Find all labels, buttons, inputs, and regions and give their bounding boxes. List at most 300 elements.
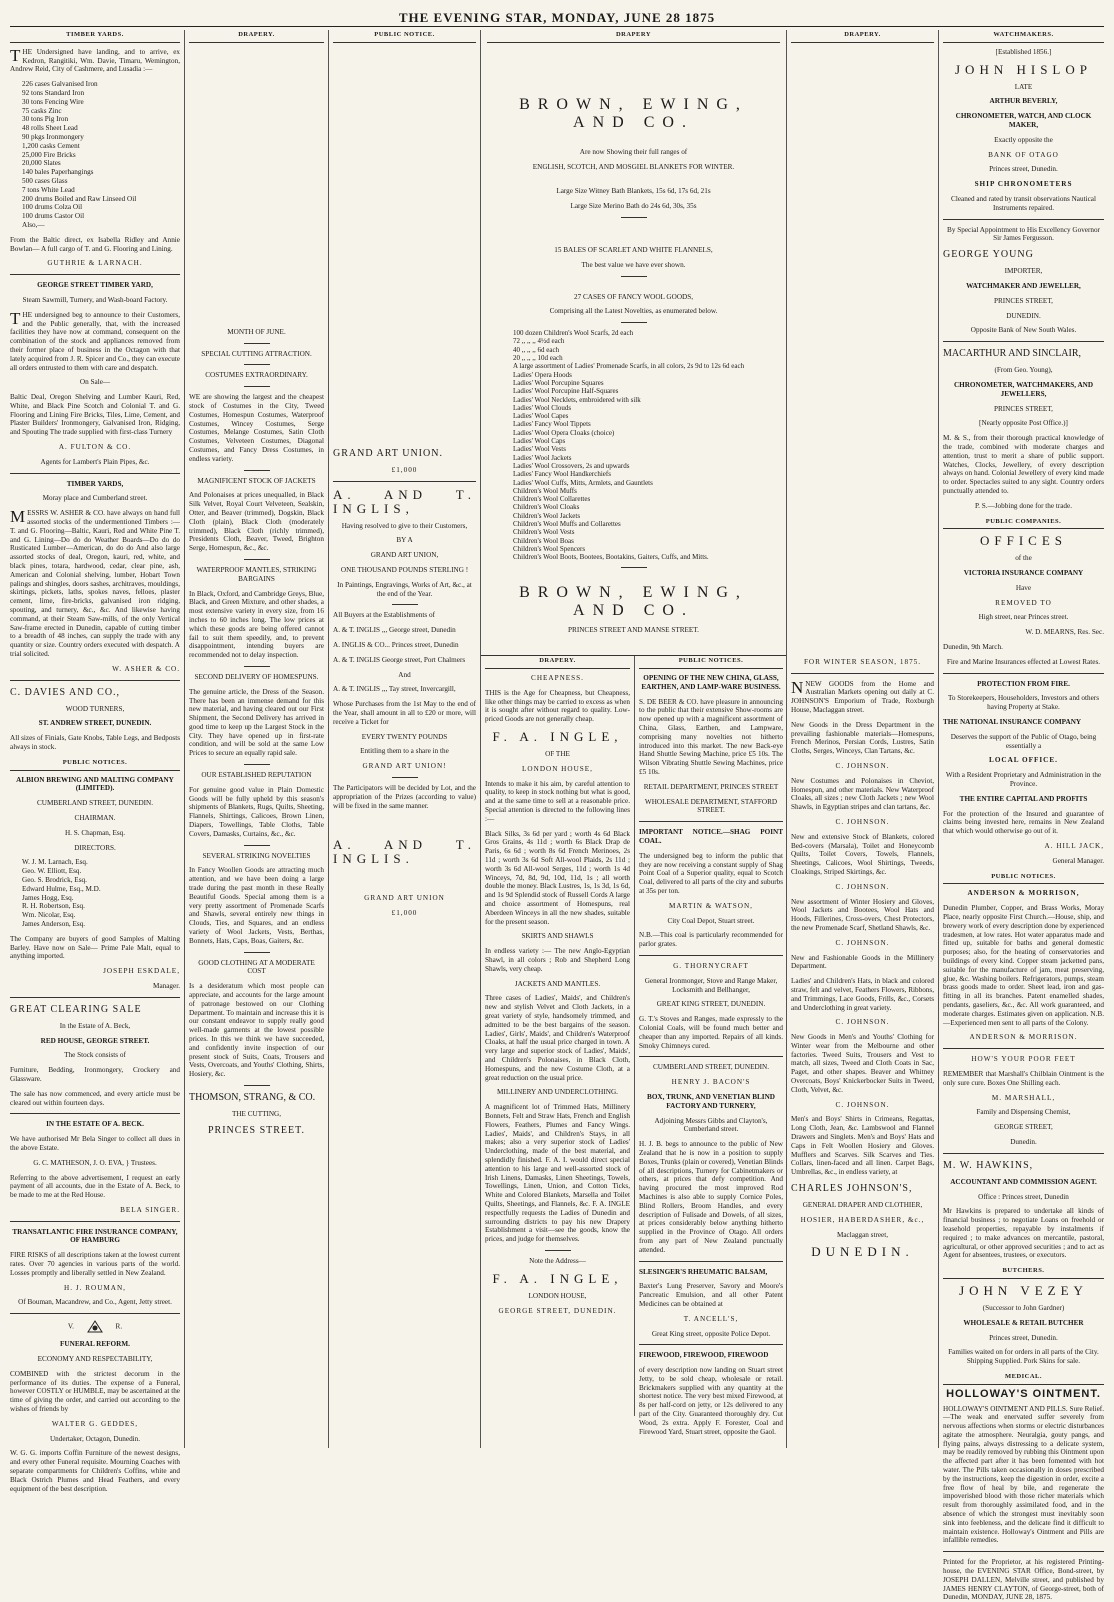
brown-ewing-title-2: BROWN, EWING, AND CO. (519, 584, 748, 620)
inglis-title-2: A. AND T. INGLIS. (333, 837, 476, 867)
wool-goods-item: 20 ,, ,, ,, 10d each (513, 354, 563, 363)
divider (943, 673, 1104, 674)
divider (244, 343, 270, 344)
moray-title: TIMBER YARDS, (66, 479, 124, 488)
funeral-body2: W. G. G. imports Coffin Furniture of the newest designs, and every other Funeral requisite. Mourning Coaches with separate compartments for Children's Coffins, white and Black Ostrich Plumes and Head Feathers, and every equipment of the best description. (10, 1449, 180, 1493)
bacon-sub: BOX, TRUNK, AND VENETIAN BLIND FACTORY AND TURNERY, (647, 1092, 775, 1110)
ancell-title: T. ANCELL'S, (683, 1314, 739, 1323)
fa-street: GEORGE STREET, DUNEDIN. (498, 1306, 617, 1315)
brown-blankets: ENGLISH, SCOTCH, AND MOSGIEL BLANKETS FOR WINTER. (532, 162, 735, 171)
inglis-all: All Buyers at the Establishments of (333, 611, 436, 620)
johnson-p7: Ladies' and Children's Hats, in black and colored straw, felt and velvet, Feathers Flowers, Ribbons, and Trimmings, Lace Goods, Frills, &c., Corsets and Underclothing in great variety. (791, 977, 934, 1012)
albion-director: James Anderson, Esq. (22, 919, 86, 928)
london-house-2: LONDON HOUSE, (528, 1291, 587, 1300)
wool-goods-item: Children's Wool Boas (513, 536, 574, 545)
second-title: SECOND DELIVERY OF HOMESPUNS. (194, 672, 319, 681)
wool-goods-item: Children's Wool Boots, Bootees, Bootakins, Gaiters, Cuffs, and Mitts. (513, 553, 709, 562)
guthrie-item: 7 tons White Lead (22, 185, 75, 194)
column-fa-ingle (481, 656, 634, 1416)
clearing-stock: The Stock consists of (64, 1051, 126, 1060)
guthrie-item: 100 drums Colza Oil (22, 203, 83, 212)
hislop-princes: Princes street, Dunedin. (989, 165, 1058, 174)
spacer (189, 48, 324, 328)
johnson-p9: Men's and Boys' Shirts in Crimeans, Regattas, Long Cloth, Jean, &c. Lambswool and Flannel Drawers and Singlets. Men's and Boys' Hats and Caps in Felt Woollen Hosiery and Gloves. Mufflers and Scarves. Silk Scarves and Ties. Collars, linen-faced and all linen. Carpet Bags, Umbrellas, &c., in endless variety, at (791, 1115, 934, 1177)
estate-trustees: G. C. MATHESON, J. O. EVA, } Trustees. (33, 1158, 157, 1167)
victoria-offices: OFFICES (979, 533, 1068, 549)
month-title: MONTH OF JUNE. (227, 327, 286, 336)
vezey-street: Princes street, Dunedin. (989, 1333, 1058, 1342)
divider (639, 1344, 783, 1345)
estate-body: We have authorised Mr Bela Singer to collect all dues in the above Estate. (10, 1135, 180, 1152)
hislop-bank: BANK OF OTAGO (988, 150, 1059, 159)
albion-role: Manager. (153, 981, 180, 990)
jackets-mantles-title: JACKETS AND MANTLES. (514, 979, 601, 988)
inglis-resolved: Having resolved to give to their Customers, (341, 521, 468, 530)
hawkins-title: M. W. HAWKINS, (943, 1159, 1034, 1171)
divider (244, 559, 270, 560)
geddes-role: Undertaker, Octagon, Dunedin. (49, 1434, 141, 1443)
inglis-whose: Whose Purchases from the 1st May to the end of the Year, shall amount in all to £20 or more, will receive a Ticket for (333, 700, 476, 726)
firewood-title: FIREWOOD, FIREWOOD, FIREWOOD (639, 1351, 769, 1360)
thornycraft-body: G. T.'s Stoves and Ranges, made expressly to the Colonial Coals, will be found much better and cheaper than any imported. Repairs of all kinds. Smoky Chimneys cured. (639, 1015, 783, 1050)
divider (244, 470, 270, 471)
divider (392, 777, 418, 778)
shag-body: The undersigned beg to inform the public that they are now receiving a constant supply of Shag Point Coal of a Superior quality, equal to Scotch Coal, delivered to all parts of the city and suburbs at 35s per ton. (639, 851, 783, 896)
hawkins-accountant: ACCOUNTANT AND COMMISSION AGENT. (950, 1177, 1097, 1186)
national-deserves: Deserves the support of the Public of Otago, being essentially a (950, 732, 1097, 750)
geddes-signature: WALTER G. GEDDES, (51, 1419, 139, 1428)
brown-cases: 27 CASES OF FANCY WOOL GOODS, (573, 292, 693, 301)
spacer (487, 641, 780, 655)
inglis-est2: A. INGLIS & CO... Princes street, Dunedin (333, 640, 459, 649)
albion-director: Edward Hulme, Esq., M.D. (22, 884, 101, 893)
spacer (487, 48, 780, 96)
anderson-body: Dunedin Plumber, Copper, and Brass Works, Moray Place, nearly opposite First Church.—House, ship, and brewery work of every description done by experienced tradesmen, at low rates. Hot water apparatus made and fitted up, suitable for baths and general domestic purposes; also, for the heating of conservatories and buildings of every kind. Copper steam jacketted pans, suitable for the manufacture of jam, meat preserving, glue, &c. Washing boilers. Refrigerators, pumps, steam brass goods made to order. Sheet lead, iron and gas-fitting in all its branches. Patent enamelled shades, pendants, gaseliers, &c., &c. All work guaranteed, and moderate charges. Estimates given on application. N.B.—Experienced men sent to all parts of the Colony. (943, 904, 1104, 1027)
thornycraft-addr: GREAT KING STREET, DUNEDIN. (656, 1000, 766, 1009)
art-union-title-2: GRAND ART UNION (364, 894, 445, 903)
drop-cap: M (10, 507, 26, 527)
victoria-of-the: of the (1015, 554, 1032, 563)
hislop-beverly: ARTHUR BEVERLY, (989, 97, 1058, 106)
wool-goods-item: Children's Wool Muffs (513, 486, 577, 495)
marshall-signature: M. MARSHALL, (991, 1093, 1056, 1102)
imprint: Printed for the Proprietor, at his registered Printing-house, the EVENING STAR Office, Bond-street, by JOSEPH DALLEN, Melville street, and published by JAMES HENRY CLAYTON, of George-street, both of Dunedin, MONDAY, JUNE 28, 1875. (943, 1558, 1104, 1602)
mac-role: CHRONOMETER, WATCHMAKERS, AND JEWELLERS, (953, 380, 1094, 398)
masthead-rule (10, 26, 1104, 27)
divider (244, 386, 270, 387)
special-title: SPECIAL CUTTING ATTRACTION. (201, 349, 312, 358)
inglis-entitling: Entitling them to a share in the (360, 747, 449, 756)
wool-goods-item: Children's Wool Jackets (513, 511, 581, 520)
wool-goods-item: Ladies' Wool Opera Cloaks (choice) (513, 428, 615, 437)
novelties-title: SEVERAL STRIKING NOVELTIES (202, 851, 311, 860)
lower-split (481, 655, 786, 1436)
china-body: S. DE BEER & CO. have pleasure in announcing to the public that their extensive Show-rooms are now opened up with a magnificent assortment of China, Glass, Earthen, and Lampware, comprising many novelties not hitherto introduced into this market. The new Back-eye Hand Shuttle Sewing Machine, price £5 10s. The Wilson Vibrating Shuttle Sewing Machines, price £5 10s. (639, 697, 783, 777)
shag-nb: N.B.—This coal is particularly recommended for parlor grates. (639, 931, 783, 949)
estate-body2: Referring to the above advertisement, I request an early payment of all accounts, due in the Estate of A. Beck, to be made to me at the Red House. (10, 1173, 180, 1200)
jackets-title: MAGNIFICENT STOCK OF JACKETS (197, 476, 316, 485)
vezey-succ: (Successor to John Gardner) (982, 1303, 1065, 1312)
column-heading: DRAPERY (487, 30, 780, 43)
mac-street: PRINCES STREET, (994, 404, 1053, 413)
thomson-title: THOMSON, STRANG, & CO. (189, 1091, 316, 1103)
spacer (487, 224, 780, 246)
china-wholesale: WHOLESALE DEPARTMENT, STAFFORD STREET. (644, 797, 778, 815)
brown-best: The best value we have ever shown. (581, 260, 686, 269)
transatlantic-body: FIRE RISKS of all descriptions taken at the lowest current rates. Over 70 agencies in various parts of the world. Losses promptly and liberally settled in New Zealand. (10, 1251, 180, 1277)
albion-director: Geo. W. Elliott, Esq. (22, 867, 82, 876)
firewood-body: of every description now landing on Stuart street Jetty, to be sold cheap, wholesale or retail. Brickmakers supplied with any quantity at the shortest notice. The very best mixed Firewood, at 8s per half-cord on jetty, or 12s delivered to any part of the City. Guaranteed thoroughly dry. Cut Wood, 2s extra. Apply F. Forester, Coal and Firewood Yard, Stuart street, opposite the Gaol. (639, 1366, 783, 1436)
column-public-notices (634, 656, 787, 1436)
funeral-title: FUNERAL REFORM. (60, 1340, 130, 1349)
royal-arms (10, 1320, 180, 1334)
protection-title: PROTECTION FROM FIRE. (977, 679, 1070, 688)
fulton-agents: Agents for Lambert's Plain Pipes, &c. (40, 457, 150, 466)
johnson-sign-3: C. JOHNSON. (835, 882, 890, 891)
column-heading: PUBLIC NOTICE. (333, 30, 476, 43)
clearing-title: GREAT CLEARING SALE (10, 1003, 142, 1015)
guthrie-item: 90 pkgs Ironmongery (22, 132, 84, 141)
george-st-sale: Baltic Deal, Oregon Shelving and Lumber Kauri, Red, White, and Black Pine Scotch and Colonial T. and G. Flooring and Lining Fire Bricks, Tiles, Lime, Cement, and Plaster Builders' Ironmongery, Galvanised Iron, Ridging, and Spouting The trade supplied with first-class Turnery (10, 393, 180, 437)
wool-goods-item: 100 dozen Children's Wool Scarfs, 2d each (513, 329, 634, 338)
guthrie-item: 1,200 casks Cement (22, 141, 80, 150)
victoria-have: Have (1015, 583, 1032, 592)
young-watchmaker: WATCHMAKER AND JEWELLER, (966, 281, 1081, 290)
vr-v: V. (67, 1322, 74, 1331)
johnson-p5: New assortment of Winter Hosiery and Gloves, Wool Jackets and Bootees, Wool Hats and Hoods, Fillerines, Cross-overs, Chest Protectors, the new Promenade Scarf, Shetland Shawls, &c. (791, 897, 934, 932)
vezey-body: Families waited on for orders in all parts of the City. Shipping Supplied. Pork Skins for sale. (948, 1348, 1099, 1366)
divider (244, 952, 270, 953)
charles-town: DUNEDIN. (811, 1244, 914, 1260)
costumes-body: WE are showing the largest and the cheapest stock of Costumes in the City, Tweed Costumes, Homespun Costumes, Waterproof Costumes, Wincey Costumes, Serge Costumes, Melange Costumes, Satin Cloth Costumes, Velveteen Costumes, Diagonal Costumes, and Fancy Dress Costumes, in endless variety. (189, 393, 324, 463)
victoria-mearns: W. D. MEARNS, Res. Sec. (1025, 628, 1104, 637)
divider (943, 1048, 1104, 1049)
second-body: The genuine article, the Dress of the Season. There has been an immense demand for this new material, and having cleared out our First Shipment, the Second Delivery has arrived in good time to keep up the Largest Stock in the City. They have opened up in first-rate condition, and will be sold at the same Low Prices to secure an equally rapid sale. (189, 687, 324, 758)
inglis-by-a: BY A (396, 536, 413, 545)
vezey-title: JOHN VEZEY (959, 1282, 1088, 1298)
asher-signature: W. ASHER & CO. (112, 664, 180, 673)
guthrie-item: 100 drums Castor Oil (22, 212, 85, 221)
clearing-items: Furniture, Bedding, Ironmongery, Crockery and Glassware. (10, 1066, 180, 1083)
drop-cap: T (10, 45, 21, 65)
spacer (333, 872, 476, 894)
guthrie-item: 30 tons Pig Iron (22, 115, 69, 124)
thornycraft-title: G. THORNYCRAFT (673, 962, 749, 970)
hislop-est: [Established 1856.] (995, 47, 1052, 56)
spacer (333, 48, 476, 448)
johnson-sign-2: C. JOHNSON. (835, 817, 890, 826)
hawkins-office: Office : Princes street, Dunedin (978, 1192, 1069, 1201)
guthrie-item: 140 bales Paperhangings (22, 168, 94, 177)
inglis-and: And (398, 670, 411, 679)
brown-ewing-title: BROWN, EWING, AND CO. (519, 95, 748, 131)
mantles-body: In Black, Oxford, and Cambridge Greys, Blue, Black, and Green Mixture, and other shades, a most extensive variety in every size, from 16 inches to 60 inches long. The low prices at which these goods are being offered cannot fail to suit them speedily, and, to prevent disappointment, intending buyers are recommended not to delay inspection. (189, 589, 324, 660)
column-drapery-thomson (184, 30, 328, 1448)
section-heading: PUBLIC NOTICES. (943, 872, 1104, 885)
johnson-p4: New and extensive Stock of Blankets, colored Bed-covers (Marsala), Toilet and Honeycomb Quilts, Toilet Covers, Towels, Flannels, Sheetings, Calicoes, Wool Shirtings, Tweeds, Cloakings, Striped Skirtings, &c. (791, 832, 934, 876)
brown-witney: Large Size Witney Bath Blankets, 15s 6d, 17s 6d, 21s (556, 187, 711, 196)
novelties-body: In Fancy Woollen Goods are attracting much attention, and we have been doing a large trade during the past month in these Really Beautiful Goods. Special among them is a very pretty assortment of Promenade Scarfs and Shawls, several entirely new things in Clouds, Ties, and Squares, and an endless variety of Wool Jackets, Vests, Berthas, Bonnets, Hats, Caps, Boas, Gaiters, &c. (189, 866, 324, 945)
hislop-chrono: CHRONOMETER, WATCH, AND CLOCK MAKER, (955, 112, 1092, 129)
rouman-role: Of Bouman, Macandrew, and Co., Agent, Jetty street. (18, 1298, 172, 1307)
brown-merino: Large Size Merino Bath do 24s 6d, 30s, 35s (570, 202, 697, 211)
divider (621, 276, 647, 277)
martin-signature: MARTIN & WATSON, (669, 901, 753, 910)
mac-opp: [Nearly opposite Post Office.)] (979, 419, 1068, 428)
slesinger-body: Baxter's Lung Preserver, Savory and Moore's Pancreatic Emulsion, and all other Patent Medicines can be obtained at (639, 1282, 783, 1308)
guthrie-items (10, 80, 180, 230)
inglis-thousand: ONE THOUSAND POUNDS STERLING ! (340, 565, 469, 574)
inglis-gau: GRAND ART UNION, (370, 551, 439, 560)
charles-hosier: HOSIER, HABERDASHER, &c., (800, 1215, 925, 1224)
wool-goods-item: Ladies' Wool Clouds (513, 403, 572, 412)
millinery-body: A magnificent lot of Trimmed Hats, Millinery Bonnets, Felt and Straw Hats, French and English Flowers, Feathers, Plumes and Fancy Wings. Ladies', Maids', and Children's Stays, in all makes; also a very superior stock of Ladies' Underclothing, made of the best material, and splendidly finished. F. A. I. would direct special attention to his large and well-assorted stock of Irish Linens, Damasks, Linen Sheetings, Towels, Towellings, Linen, Union, and Cotton Ticks, White and Colored Blankets, Marsella and Toilet Quilts, Sheetings, and Flannels, &c. F. A. INGLE respectfully requests the Ladies of Dunedin and surrounding districts to pay his new Drapery Establishment a visit—see the goods, know the prices, and judge for themselves. (485, 1103, 630, 1244)
charles-role: GENERAL DRAPER AND CLOTHIER, (802, 1201, 923, 1210)
wool-goods-item: Ladies' Fancy Wool Handkerchiefs (513, 470, 611, 479)
albion-director: James Hogg, Esq. (22, 893, 74, 902)
wool-goods-item: Ladies' Wool Porcupine Half-Squares (513, 387, 619, 396)
albion-chair-label: CHAIRMAN. (74, 813, 116, 822)
moray-sub: Moray place and Cumberland street. (42, 494, 148, 503)
divider (545, 1250, 571, 1251)
clearing-body: The sale has now commenced, and every article must be cleared out within fourteen days. (10, 1089, 180, 1107)
divider (943, 219, 1104, 220)
fa-of-the: OF THE (545, 750, 570, 759)
george-st-body: THE undersigned beg to announce to their Customers, and the Public generally, that, with the increased facilities they have now at command, consequent on the combination of the stock and appliances removed from their former place of business in the Octagon with that lately acquired from J. R. Spicer and Co., they can execute all orders entrusted to them with care and despatch. (10, 308, 180, 372)
wool-goods-item: Children's Wool Spencers (513, 544, 586, 553)
young-town: DUNEDIN. (1006, 311, 1041, 320)
section-heading: PUBLIC NOTICES. (10, 758, 180, 771)
johnson-p3: New Costumes and Polonaises in Cheviot, Homespun, and other materials. New Waterproof Cloaks, all sizes ; new Cloth Jackets ; new Wool Shawls, in Egyptian stripes and clan tartans, &c. (791, 776, 934, 812)
section-heading: MEDICAL. (943, 1372, 1104, 1385)
davies-addr: ST. ANDREW STREET, DUNEDIN. (38, 719, 152, 728)
jack-signature: A. HILL JACK, (1044, 842, 1104, 851)
divider (621, 567, 647, 568)
wool-goods-item: Ladies' Wool Porcupine Squares (513, 378, 604, 387)
guthrie-item: 25,000 Fire Bricks (22, 150, 76, 159)
fulton-signature: A. FULTON & CO. (58, 443, 132, 452)
transatlantic-title: TRANSATLANTIC FIRE INSURANCE COMPANY, OF HAMBURG (12, 1227, 178, 1245)
ancell-addr: Great King street, opposite Police Depot. (651, 1329, 771, 1338)
inglis-every: EVERY TWENTY POUNDS (361, 732, 448, 741)
divider (333, 481, 476, 482)
divider (639, 1056, 783, 1057)
jack-role: General Manager. (1052, 856, 1104, 865)
wool-goods-item: Ladies' Wool Capes (513, 412, 569, 421)
clothing-body: Is a desideratum which most people can appreciate, and accounts for the large amount of patronage bestowed on our Clothing Department. To maintain and increase this it is our constant endeavor to supply really good well-made garments at the lowest possible prices. In this we think we have succeeded, and confidently invite inspection of our present stock of Suits, Coats, Trousers and Vests, Overcoats, and Youths' Clothing, Shirts, Hosiery, &c. (189, 982, 324, 1079)
spacer (487, 283, 780, 293)
albion-director: Geo. S. Brodrick, Esq. (22, 875, 87, 884)
divider (10, 1313, 180, 1314)
divider (943, 341, 1104, 342)
wool-goods-item: Ladies' Wool Caps (513, 437, 566, 446)
martin-addr: City Coal Depot, Stuart street. (667, 916, 755, 925)
art-union-amount-2: £1,000 (391, 909, 418, 918)
mantles-title: WATERPROOF MANTLES, STRIKING BARGAINS (196, 565, 317, 583)
spacer (333, 816, 476, 838)
clearing-sub: In the Estate of A. Beck, (59, 1021, 131, 1030)
young-special: By Special Appointment to His Excellency Governor Sir James Fergusson. (947, 225, 1100, 243)
victoria-date: Dunedin, 9th March. (943, 643, 1003, 652)
inglis-paintings: In Paintings, Engravings, Works of Art, &c., at the end of the Year. (337, 580, 472, 598)
fa-note: Note the Address— (529, 1256, 586, 1265)
inglis-title: A. AND T. INGLIS, (333, 486, 476, 516)
guthrie-item: 75 casks Zinc (22, 106, 62, 115)
hislop-title: JOHN HISLOP (955, 61, 1092, 77)
estate-title: IN THE ESTATE OF A. BECK. (46, 1120, 144, 1129)
fa-intends: Intends to make it his aim, by careful attention to quality, to keep in stock nothing but what is good, and at the same time to sell at a reasonable price. Special attention is directed to the following lines :— (485, 779, 630, 823)
guthrie-intro: THE Undersigned have landing, and to arrive, ex Kedron, Rangitiki, Wm. Davie, Timaru, Wemington, Andrew Reid, City of Cashmere, and Lusadia :— (10, 45, 180, 74)
costumes-title: COSTUMES EXTRAORDINARY. (205, 371, 308, 380)
reputation-title: OUR ESTABLISHED REPUTATION (201, 771, 312, 780)
davies-title: C. DAVIES AND CO., (10, 686, 121, 698)
masthead: THE EVENING STAR, MONDAY, JUNE 28 1875 (398, 10, 716, 25)
wool-goods-item: Ladies' Wool Cuffs, Mitts, Armlets, and Gauntlets (513, 478, 653, 487)
anderson-title: ANDERSON & MORRISON, (967, 889, 1080, 898)
column-timber-yards (6, 30, 184, 1493)
rouman-signature: H. J. ROUMAN, (64, 1283, 126, 1292)
albion-body: The Company are buyers of good Samples of Malting Barley. Have now on Sale— Prime Pale Malt, equal to anything imported. (10, 934, 180, 961)
wool-goods-item: Ladies' Fancy Wool Tippets (513, 420, 591, 429)
cheapness-body: THIS is the Age for Cheapness, but Cheapness, like other things may be carried to excess as when it is sought after without regard to quality. Low-priced Goods are not generally cheap. (485, 688, 630, 724)
guthrie-item: Also,— (22, 220, 45, 229)
albion-addr: CUMBERLAND STREET, DUNEDIN. (36, 799, 154, 808)
johnson-sign-5: C. JOHNSON. (835, 1018, 890, 1027)
wool-goods-item: 72 ,, ,, ,, 4½d each (513, 337, 565, 346)
divider (244, 666, 270, 667)
divider (621, 322, 647, 323)
wool-goods-item: 40 ,, ,, ,, 6d each (513, 345, 560, 354)
millinery-title: MILLINERY AND UNDERCLOTHING. (497, 1088, 618, 1097)
guthrie-item: 500 cases Glass (22, 176, 68, 185)
column-brown-ewing (480, 30, 786, 1448)
charles-johnson-title: CHARLES JOHNSON'S, (791, 1183, 913, 1195)
divider (244, 1085, 270, 1086)
moray-body: MESSRS W. ASHER & CO. have always on hand full assorted stocks of the undermentioned Timbers :— T. and G. Flooring—Baltic, Kauri, Red and White Pine T. and G. Lining—Do do do Weather Boards—Do do do Rusticated Lumber—American, do do do And also large assorted stocks of deal, Oregon, kauri, red, white, and black pines, totara, hardwood, cedar, clear pine, ash, American and Colonial shelving, lumber, Hobart Town palings and shingles, doors sashes, architraves, mouldings, skirtings, pickets, laths, spokes naves, felloes, plaster cement, lime, fire-bricks, galvanised iron ridging, spouting, and turnery, &c., &c. And likewise having command, at their Steam Saw-mills, of the only Vertical Saw-frame erected in Dunedin, capable of cutting timber to a breadth of 48 inches, can supply the trade with any quantity or size. Country orders executed with despatch. A trial solicited. (10, 507, 180, 659)
clearing-addr: RED HOUSE, GEORGE STREET. (40, 1036, 150, 1045)
cheapness-title: CHEAPNESS. (531, 674, 584, 683)
young-opp: Opposite Bank of New South Wales. (970, 326, 1077, 335)
hislop-exactly: Exactly opposite the (994, 135, 1053, 144)
davies-sub: WOOD TURNERS, (65, 704, 125, 713)
divider (639, 821, 783, 822)
inglis-gau2: GRAND ART UNION! (362, 762, 447, 771)
holloway-body: HOLLOWAY'S OINTMENT AND PILLS. Sure Relief.—The weak and enervated suffer severely from nervous affections when storms or electric disturbances agitate the atmosphere. Neuralgia, gouty pangs, and flying pains, always distressing to a delicate system, may be readily removed by rubbing this Ointment upon the affected part after it has been fomented with hot water. The Pills taken occasionally in doses prescribed by the instructions, keep the digestion in order, excite a free flow of heal by bile, and regenerate the impoverished blood with those richer materials which result from thoroughly assimilated food, and in the absence of which the strongest must inevitably soon sink into feebleness, and the delicate find it difficult to maintain existence. Holloway's Ointment and Pills are infallible remedies. (943, 1404, 1104, 1545)
young-importer: IMPORTER, (1004, 267, 1043, 276)
guthrie-also: From the Baltic direct, ex Isabella Ridley and Annie Bowlan— A full cargo of T. and G. Flooring and Lining. (10, 235, 180, 253)
divider (621, 217, 647, 218)
albion-director: W. J. M. Larnach, Esq. (22, 858, 88, 867)
national-local: LOCAL OFFICE. (989, 756, 1058, 765)
marshall-role: Family and Dispensing Chemist, (976, 1108, 1071, 1117)
guthrie-item: 48 rolls Sheet Lead (22, 124, 78, 133)
column-watchmakers (938, 30, 1108, 1602)
marshall-town: Dunedin. (1010, 1137, 1037, 1146)
wool-goods-item: Ladies' Wool Necklets, embroidered with silk (513, 395, 641, 404)
wool-goods-item: A large assortment of Ladies' Promenade Scarfs, in all colors, 2s 9d to 12s 6d each (513, 362, 745, 371)
brown-bales: 15 BALES OF SCARLET AND WHITE FLANNELS, (554, 245, 713, 254)
brown-showing: Are now Showing their full ranges of (579, 147, 688, 156)
fa-ingle-title-2: F. A. INGLE, (492, 1270, 623, 1286)
feet-remember: REMEMBER that Marshall's Chilblain Ointment is the only sure cure. Boxes One Shilling each. (943, 1069, 1104, 1087)
mac-ps: P. S.—Jobbing done for the trade. (974, 501, 1073, 510)
funeral-sub: ECONOMY AND RESPECTABILITY, (37, 1355, 153, 1364)
bacon-body: H. J. B. begs to announce to the public of New Zealand that he is now in a position to supply Boxes, Trunks (plain or covered), Venetian Blinds of all descriptions, Turnery for Cabinetmakers or others, at prices that defy competition. And having procured the most improved Rod Machines is also able to supply Cornice Poles, Blind Rollers, Broom Handles, and every description of Fulisade and Dowels, of all sizes, at prices considerably below anything hitherto supplied in the Province of Otago. All orders from any part of New Zealand punctually attended. (639, 1140, 784, 1254)
column-art-union (328, 30, 480, 1448)
divider (244, 364, 270, 365)
clothing-title: GOOD CLOTHING AT A MODERATE COST (198, 958, 315, 976)
divider (10, 1221, 180, 1222)
guthrie-signature: GUTHRIE & LARNACH. (47, 259, 143, 268)
inglis-participators: The Participators will be decided by Lot, and the appropriation of the Prizes (according to value) will be fixed in the same manner. (333, 783, 476, 810)
fa-lines: Black Silks, 3s 6d per yard ; worth 4s 6d Black Gros Grains, 4s 11d ; worth 6s Black Drap de Paris, 6s 6d ; worth 8s 6d French Merinoes, 2s 11d ; worth 3s 6d Soft All-wool Plaids, 2s 11d ; worth 3s 6d All-wool Serges, 11d ; worth 1s 4d Winceys, 7d, 8d, 9d, 10d, 11d, 1s ; all worth double the money. Black Lustres, 1s, 1s 3d, 1s 6d, and 1s 9d Splendid stock of Russell Cords A large and choice assortment of Homespuns, real Aberdeen Winceys in all the new shades, suitable for the present season. (485, 829, 630, 926)
mac-title: MACARTHUR AND SINCLAIR, (943, 348, 1082, 360)
reputation-body: For genuine good value in Plain Domestic Goods will be fully upheld by this season's shipments of Blankets, Rugs, Quilts, Sheeting, Flannels, Shirtings, Calicoes, Brown Linen, Diapers, Towellings, Table Cloths, Table Covers, Damasks, Curtains, &c., &c. (189, 785, 324, 838)
young-street: PRINCES STREET, (994, 296, 1053, 305)
bacon-title: HENRY J. BACON'S (671, 1078, 751, 1087)
johnson-p8: New Goods in Men's and Youths' Clothing for Winter wear from the Melbourne and other factories. Tweed Suits, Trousers and Vest to match, all sizes, Tweed and Cloth Coats in Sac, Paget, and other shapes. Beaver and Whitney Overcoats, Boys' Knickerbocker Suits in Tweed, Cloth, Velvet, &c. (791, 1033, 934, 1094)
guthrie-item: 226 cases Galvanised Iron (22, 80, 98, 89)
johnson-sign-4: C. JOHNSON. (835, 938, 890, 947)
brown-wool-list (487, 329, 780, 561)
davies-body: All sizes of Finials, Gate Knobs, Table Legs, and Bedposts always in stock. (10, 734, 180, 751)
protection-to: To Storekeepers, Householders, Investors and others having Property at Stake. (948, 694, 1099, 712)
season-title: FOR WINTER SEASON, 1875. (803, 657, 922, 666)
hawkins-body: Mr Hawkins is prepared to undertake all kinds of financial business ; to negotiate Loans on freehold or leasehold properties, repayable by instalments if required ; to make advances on mercantile, pastoral, agricultural, or other approved securities ; and to act as Agent for absentees, trustees, or executors. (943, 1207, 1104, 1260)
spacer (487, 138, 780, 148)
divider (10, 680, 180, 681)
george-st-onsale: On Sale— (79, 378, 111, 387)
young-title: GEORGE YOUNG (943, 249, 1034, 261)
wool-goods-item: Ladies' Wool Crossovers, 2s and upwards (513, 461, 630, 470)
albion-director: R. H. Robertson, Esq. (22, 902, 85, 911)
art-union-title: GRAND ART UNION. (333, 447, 443, 459)
albion-chair: H. S. Chapman, Esq. (64, 828, 126, 837)
cumberland-title: CUMBERLAND STREET, DUNEDIN. (652, 1063, 770, 1072)
column-heading: DRAPERY. (189, 30, 324, 43)
johnson-p6: New and Fashionable Goods in the Millinery Department. (791, 953, 934, 971)
hislop-ship: SHIP CHRONOMETERS (974, 180, 1073, 189)
guthrie-item: 200 drums Boiled and Raw Linseed Oil (22, 194, 137, 203)
spacer (487, 177, 780, 187)
spacer (791, 48, 934, 658)
wool-goods-item: Children's Wool Muffs and Collarettes (513, 520, 621, 528)
wool-goods-item: Ladies' Opera Hoods (513, 370, 572, 379)
divider (639, 1261, 783, 1262)
albion-director: Wm. Nicolar, Esq. (22, 911, 76, 920)
feet-title: HOW'S YOUR POOR FEET (971, 1055, 1076, 1064)
wool-goods-item: Children's Wool Vests (513, 528, 575, 537)
funeral-body: COMBINED with the strictest decorum in the performance of its duties. The expense of a Funeral, however COSTLY or HUMBLE, may be ascertained at the time of giving the order, and carried out according to the wishes of friends by (10, 1369, 180, 1414)
shag-title: IMPORTANT NOTICE.—SHAG POINT COAL. (639, 828, 783, 846)
divider (244, 845, 270, 846)
guthrie-item: 30 tons Fencing Wire (22, 97, 84, 106)
holloway-title: HOLLOWAY'S OINTMENT. (946, 1387, 1101, 1400)
vr-r: R. (115, 1322, 123, 1331)
national-capital-body: For the protection of the Insured and guarantee of claims being invested here, remains in New Zealand that which would otherwise go out of it. (943, 809, 1104, 836)
section-heading: PUBLIC COMPANIES. (943, 517, 1104, 530)
wool-goods-item: Children's Wool Cloaks (513, 503, 580, 512)
divider (10, 1113, 180, 1114)
mac-from: (From Geo. Young), (994, 366, 1053, 375)
victoria-fire: Fire and Marine Insurances effected at Lowest Rates. (946, 657, 1101, 666)
victoria-removed: REMOVED TO (995, 598, 1052, 607)
brown-ewing-ad (481, 30, 786, 655)
divider (943, 1153, 1104, 1154)
section-heading: BUTCHERS. (943, 1266, 1104, 1279)
drop-cap: T (10, 308, 21, 328)
victoria-high: High street, near Princes street. (978, 613, 1069, 622)
